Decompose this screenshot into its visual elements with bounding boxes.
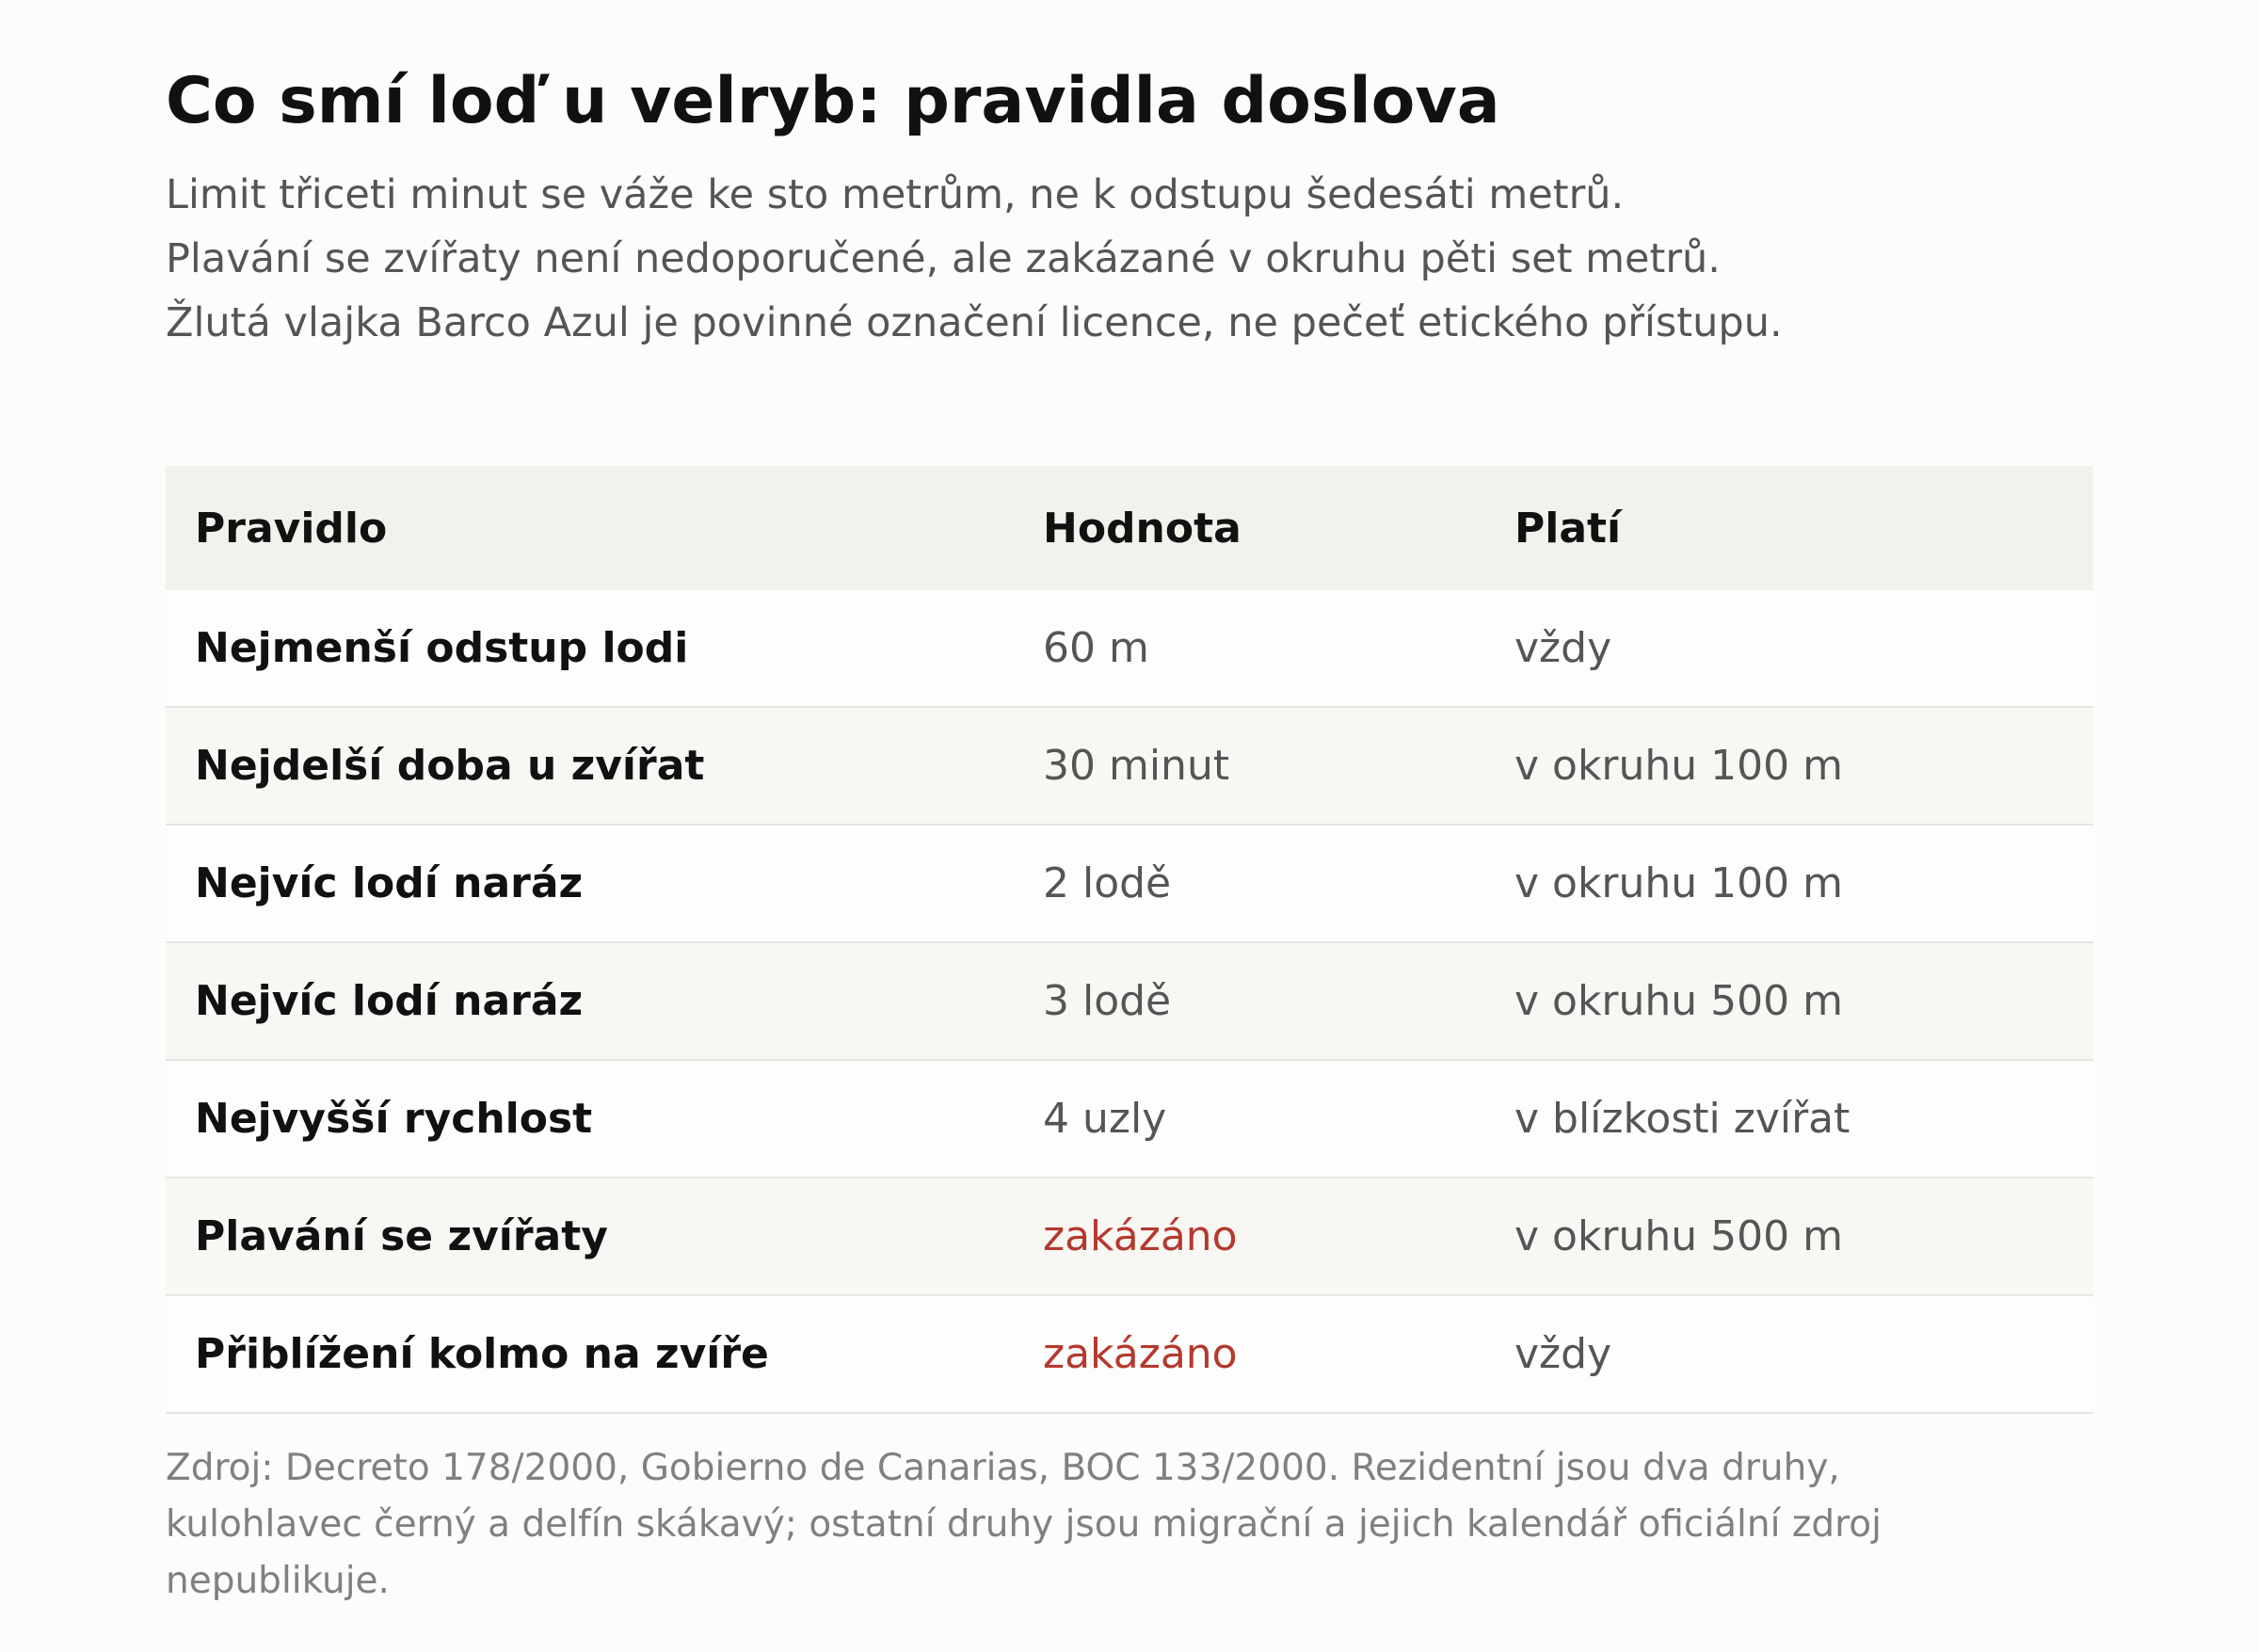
applies-cell: v okruhu 100 m bbox=[1485, 707, 2093, 825]
table-body bbox=[166, 590, 2093, 1413]
table-row bbox=[166, 1178, 2093, 1295]
rules-table bbox=[166, 466, 2093, 1414]
lead-line: Limit třiceti minut se váže ke sto metrům, ne k odstupu šedesáti metrů. bbox=[166, 171, 1625, 218]
applies-cell: v okruhu 500 m bbox=[1485, 942, 2093, 1060]
lead-line: Žlutá vlajka Barco Azul je povinné označení licence, ne pečeť etického přístupu. bbox=[166, 299, 1783, 346]
value-cell: 4 uzly bbox=[1014, 1060, 1485, 1178]
value-cell: 30 minut bbox=[1014, 707, 1485, 825]
lead-paragraph bbox=[166, 163, 2093, 355]
rule-cell: Plavání se zvířaty bbox=[166, 1178, 1014, 1295]
source-line: kulohlavec černý a delfín skákavý; ostatní druhy jsou migrační a jejich kalendář oficiální zdroj bbox=[166, 1503, 1882, 1546]
source-line: Zdroj: Decreto 178/2000, Gobierno de Canarias, BOC 133/2000. Rezidentní jsou dva druhy, bbox=[166, 1447, 1840, 1489]
table-header-row bbox=[166, 466, 2093, 590]
rule-cell: Nejvíc lodí naráz bbox=[166, 825, 1014, 942]
table-row bbox=[166, 1295, 2093, 1413]
value-cell: 2 lodě bbox=[1014, 825, 1485, 942]
column-header-value: Hodnota bbox=[1043, 504, 1242, 553]
rule-cell: Nejvíc lodí naráz bbox=[166, 942, 1014, 1060]
lead-line: Plavání se zvířaty není nedoporučené, ale zakázané v okruhu pěti set metrů. bbox=[166, 235, 1721, 282]
table-row bbox=[166, 825, 2093, 942]
applies-cell: v okruhu 100 m bbox=[1485, 825, 2093, 942]
page-title: Co smí loď u velryb: pravidla doslova bbox=[166, 64, 1500, 138]
value-cell: 60 m bbox=[1014, 590, 1485, 707]
source-line: nepublikuje. bbox=[166, 1560, 390, 1602]
table-row bbox=[166, 1060, 2093, 1178]
value-cell: 3 lodě bbox=[1014, 942, 1485, 1060]
applies-cell: vždy bbox=[1485, 590, 2093, 707]
rule-cell: Přiblížení kolmo na zvíře bbox=[166, 1295, 1014, 1413]
applies-cell: v okruhu 500 m bbox=[1485, 1178, 2093, 1295]
column-header-applies: Platí bbox=[1514, 504, 1622, 553]
column-header-rule: Pravidlo bbox=[195, 504, 388, 553]
value-cell: zakázáno bbox=[1014, 1295, 1485, 1413]
table-row bbox=[166, 707, 2093, 825]
source-note bbox=[166, 1440, 2048, 1610]
rule-cell: Nejvyšší rychlost bbox=[166, 1060, 1014, 1178]
rule-cell: Nejdelší doba u zvířat bbox=[166, 707, 1014, 825]
applies-cell: v blízkosti zvířat bbox=[1485, 1060, 2093, 1178]
rule-cell: Nejmenší odstup lodi bbox=[166, 590, 1014, 707]
applies-cell: vždy bbox=[1485, 1295, 2093, 1413]
value-cell: zakázáno bbox=[1014, 1178, 1485, 1295]
table-row bbox=[166, 942, 2093, 1060]
table-row bbox=[166, 590, 2093, 707]
